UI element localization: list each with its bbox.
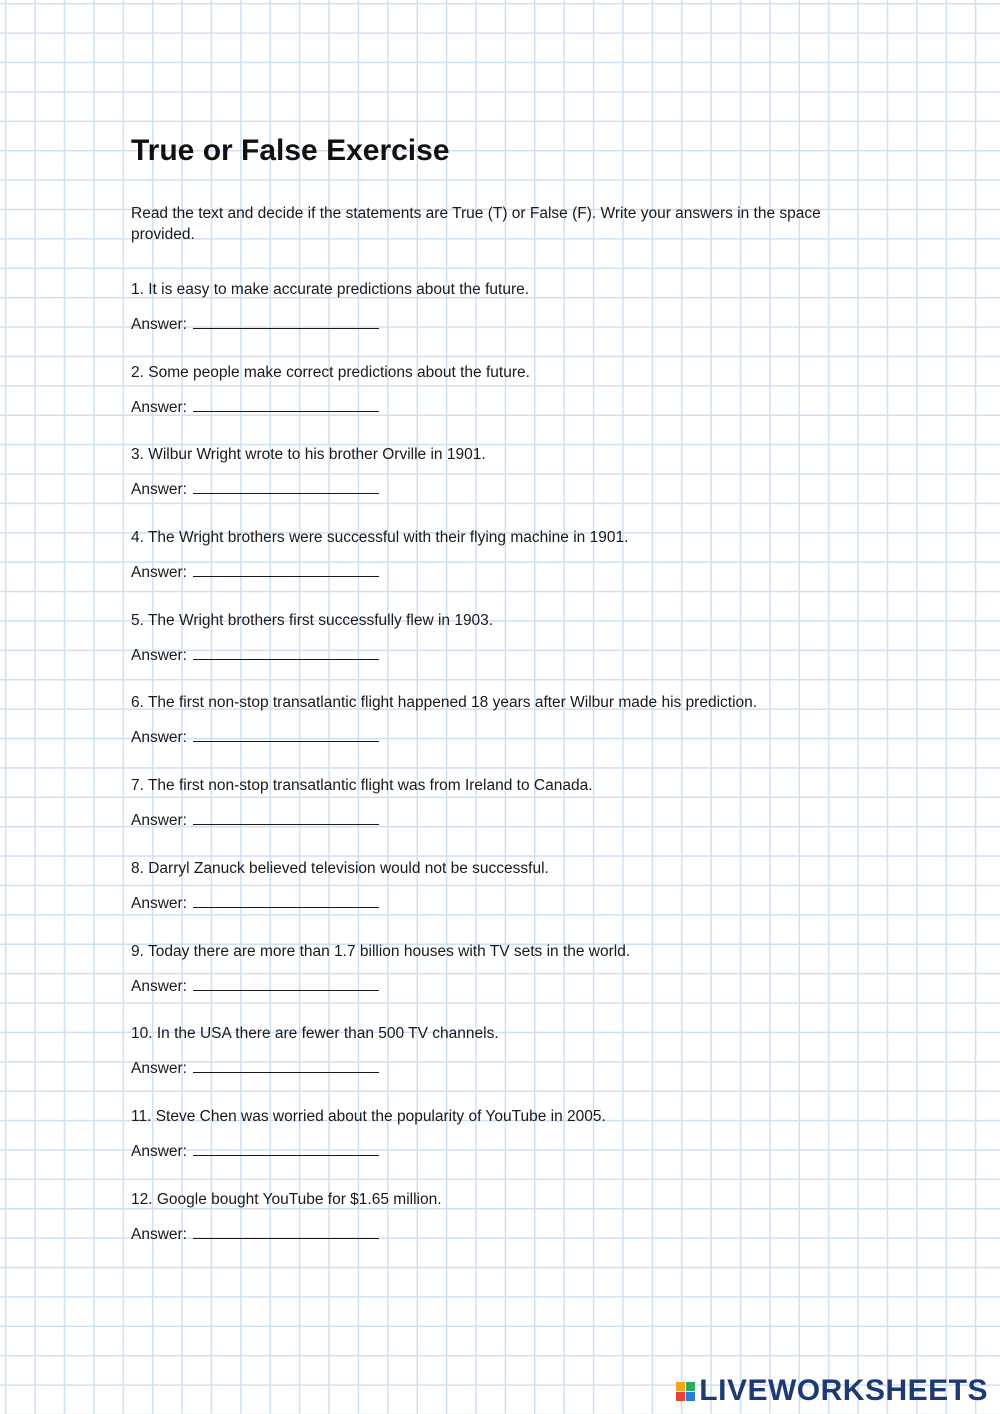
answer-blank[interactable] (193, 891, 379, 908)
liveworksheets-logo-icon (676, 1382, 695, 1401)
question-text: 9. Today there are more than 1.7 billion houses with TV sets in the world. (131, 942, 631, 960)
answer-label: Answer: (131, 1225, 187, 1243)
question-item (131, 528, 851, 611)
question-text: 2. Some people make correct predictions about the future. (131, 363, 530, 381)
answer-row (131, 560, 379, 583)
answer-label: Answer: (131, 1060, 187, 1078)
question-item (131, 363, 851, 446)
answer-label: Answer: (131, 729, 187, 747)
answer-label: Answer: (131, 1142, 187, 1160)
question-list (131, 280, 851, 1272)
question-text: 11. Steve Chen was worried about the popularity of YouTube in 2005. (131, 1107, 606, 1125)
answer-row (131, 1139, 379, 1162)
question-text: 7. The first non-stop transatlantic flight was from Ireland to Canada. (131, 777, 593, 795)
answer-label: Answer: (131, 812, 187, 830)
answer-row (131, 808, 379, 831)
question-item (131, 693, 851, 776)
question-item (131, 942, 851, 1025)
answer-row (131, 974, 379, 997)
question-text: 3. Wilbur Wright wrote to his brother Orville in 1901. (131, 446, 486, 464)
answer-blank[interactable] (193, 725, 379, 742)
answer-row (131, 725, 379, 748)
answer-blank[interactable] (193, 808, 379, 825)
answer-row (131, 1222, 379, 1245)
question-item (131, 1024, 851, 1107)
answer-label: Answer: (131, 646, 187, 664)
worksheet-title: True or False Exercise (131, 134, 450, 167)
answer-blank[interactable] (193, 1222, 379, 1239)
answer-label: Answer: (131, 398, 187, 416)
question-item (131, 776, 851, 859)
question-item (131, 859, 851, 942)
question-text: 6. The first non-stop transatlantic flight happened 18 years after Wilbur made his prediction. (131, 694, 758, 712)
answer-blank[interactable] (193, 643, 379, 660)
answer-label: Answer: (131, 894, 187, 912)
answer-label: Answer: (131, 977, 187, 995)
answer-blank[interactable] (193, 560, 379, 577)
question-text: 5. The Wright brothers first successfully flew in 1903. (131, 611, 494, 629)
answer-blank[interactable] (193, 1056, 379, 1073)
instructions-text: Read the text and decide if the statements are True (T) or False (F). Write your answers in the space provided. (131, 205, 821, 243)
answer-row (131, 477, 379, 500)
question-item (131, 280, 851, 363)
question-item (131, 445, 851, 528)
question-text: 4. The Wright brothers were successful with their flying machine in 1901. (131, 529, 629, 547)
answer-label: Answer: (131, 481, 187, 499)
question-item (131, 1190, 851, 1273)
answer-row (131, 643, 379, 666)
question-item (131, 611, 851, 694)
answer-blank[interactable] (193, 312, 379, 329)
answer-blank[interactable] (193, 1139, 379, 1156)
question-text: 1. It is easy to make accurate predictions about the future. (131, 281, 530, 298)
answer-row (131, 891, 379, 914)
question-text: 10. In the USA there are fewer than 500 TV channels. (131, 1025, 499, 1043)
question-text: 12. Google bought YouTube for $1.65 million. (131, 1190, 442, 1208)
answer-blank[interactable] (193, 974, 379, 991)
answer-blank[interactable] (193, 395, 379, 412)
answer-label: Answer: (131, 564, 187, 582)
answer-blank[interactable] (193, 477, 379, 494)
liveworksheets-logo (676, 1374, 988, 1408)
question-item (131, 1107, 851, 1190)
question-text: 8. Darryl Zanuck believed television would not be successful. (131, 859, 549, 877)
logo-text: LIVEWORKSHEETS (699, 1374, 988, 1407)
answer-row (131, 312, 379, 335)
answer-label: Answer: (131, 316, 187, 333)
answer-row (131, 1056, 379, 1079)
answer-row (131, 395, 379, 418)
